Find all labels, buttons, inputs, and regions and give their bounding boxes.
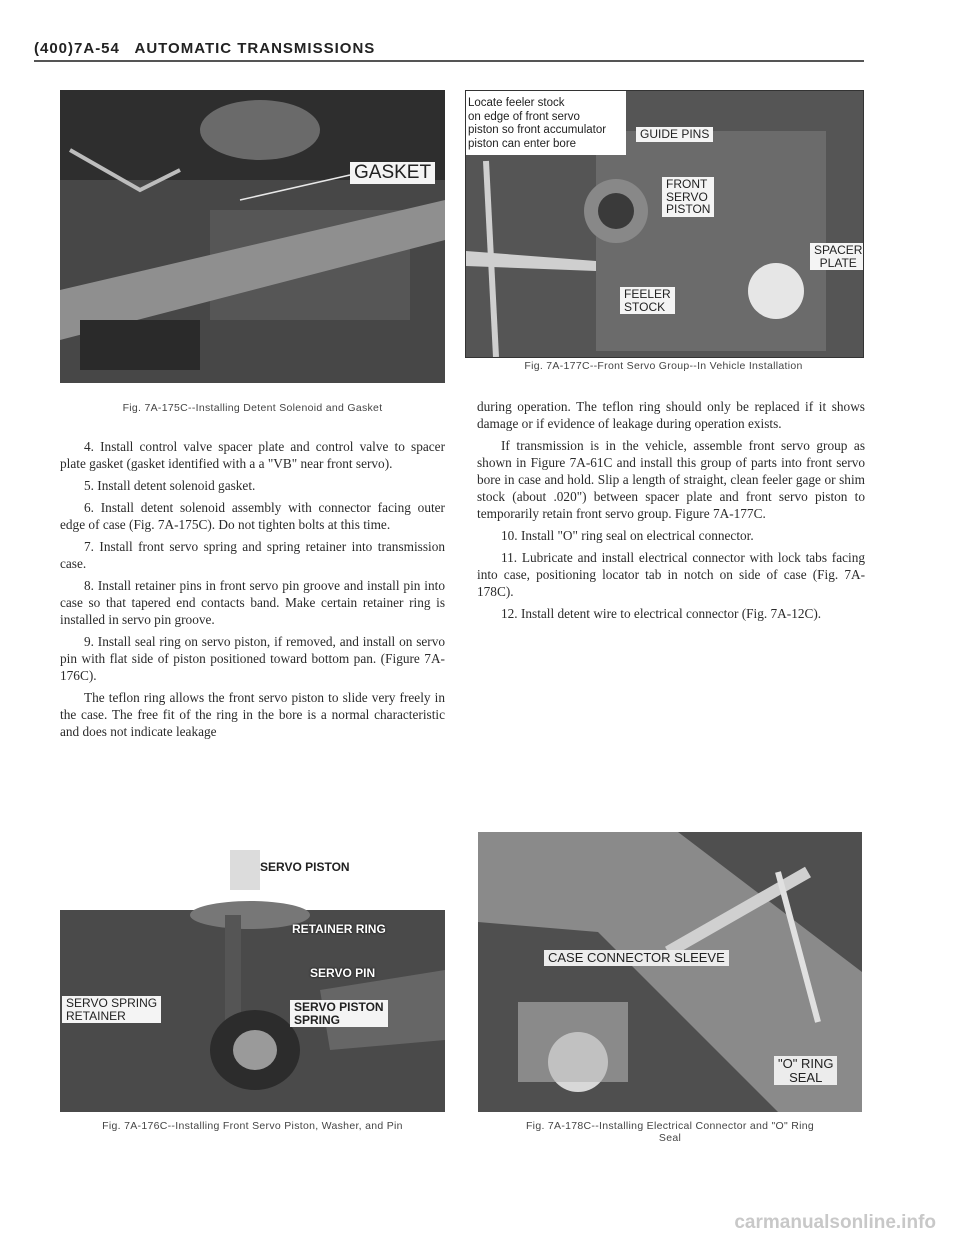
watermark: carmanualsonline.info (734, 1212, 936, 1233)
step-9: 9. Install seal ring on servo piston, if removed, and install on servo pin with flat side of piston positioned toward bottom pan. (Figure 7A-176C). (60, 634, 445, 683)
caption-fig-175c: Fig. 7A-175C--Installing Detent Solenoid and Gasket (122, 402, 383, 414)
servo-piston-photo-illustration (60, 840, 445, 1112)
figure-7a-178c-photo (478, 832, 862, 1112)
label-front-servo-piston: FRONT SERVO PISTON (662, 177, 714, 217)
label-servo-spring-retainer: SERVO SPRING RETAINER (62, 996, 161, 1023)
step-4: 4. Install control valve spacer plate and control valve to spacer plate gasket (gasket identified with a a "VB" near front servo). (60, 439, 445, 471)
right-column-text (477, 398, 865, 627)
section-title: AUTOMATIC TRANSMISSIONS (134, 40, 376, 57)
note-feeler-stock: Locate feeler stock on edge of front servo piston so front accumulator piston can enter bore (468, 97, 607, 150)
label-retainer-ring: RETAINER RING (292, 922, 386, 936)
label-servo-piston-spring: SERVO PISTON SPRING (290, 1000, 388, 1027)
figure-7a-175c-photo (60, 90, 445, 383)
caption-fig-176c: Fig. 7A-176C--Installing Front Servo Piston, Washer, and Pin (102, 1120, 403, 1132)
figure-7a-177c-photo (465, 90, 864, 358)
step-5: 5. Install detent solenoid gasket. (84, 478, 256, 493)
continuation-paragraph: during operation. The teflon ring should only be replaced if it shows damage or if evidence of leakage during operation exists. (477, 399, 865, 431)
step-7: 7. Install front servo spring and spring retainer into transmission case. (60, 539, 445, 571)
label-guide-pins: GUIDE PINS (636, 127, 713, 142)
step-6: 6. Install detent solenoid assembly with connector facing outer edge of case (Fig. 7A-175C). Do not tighten bolts at this time. (60, 500, 445, 532)
caption-fig-177c: Fig. 7A-177C--Front Servo Group--In Vehicle Installation (524, 360, 803, 372)
label-servo-pin: SERVO PIN (310, 966, 376, 980)
label-case-connector-sleeve: CASE CONNECTOR SLEEVE (544, 950, 729, 966)
caption-fig-178c: Fig. 7A-178C--Installing Electrical Connector and "O" Ring Seal (525, 1120, 815, 1144)
step-10: 10. Install "O" ring seal on electrical connector. (501, 528, 754, 543)
label-servo-piston: SERVO PISTON (260, 860, 350, 874)
in-vehicle-paragraph: If transmission is in the vehicle, assemble front servo group as shown in Figure 7A-61C and install this group of parts into front servo bore in case and hold. Slip a length of straight, clean feeler gage or shim stock (about .020") between spacer plate and front servo piston to temporarily retain front servo group. Figure 7A-177C. (477, 438, 865, 521)
teflon-note: The teflon ring allows the front servo piston to slide very freely in the case. The free fit of the ring in the bore is a normal characteristic and does not indicate leakage (60, 690, 445, 739)
step-11: 11. Lubricate and install electrical connector with lock tabs facing into case, positioning locator tab in notch on side of case (Fig. 7A-178C). (477, 550, 865, 599)
figure-7a-176c-photo (60, 840, 445, 1112)
step-12: 12. Install detent wire to electrical connector (Fig. 7A-12C). (501, 606, 822, 621)
label-feeler-stock: FEELER STOCK (620, 287, 675, 314)
label-gasket: GASKET (350, 162, 435, 184)
page-header (34, 40, 375, 57)
header-rule (34, 60, 864, 62)
label-o-ring-seal: "O" RING SEAL (774, 1056, 837, 1085)
label-spacer-plate: SPACER PLATE (810, 243, 864, 270)
left-column-text (60, 438, 445, 745)
page-number: (400)7A-54 (34, 40, 120, 57)
step-8: 8. Install retainer pins in front servo pin groove and install pin into case so that tapered end contacts band. Make certain retainer ring is installed in servo pin groove. (60, 578, 445, 627)
engine-photo-illustration (60, 90, 445, 383)
